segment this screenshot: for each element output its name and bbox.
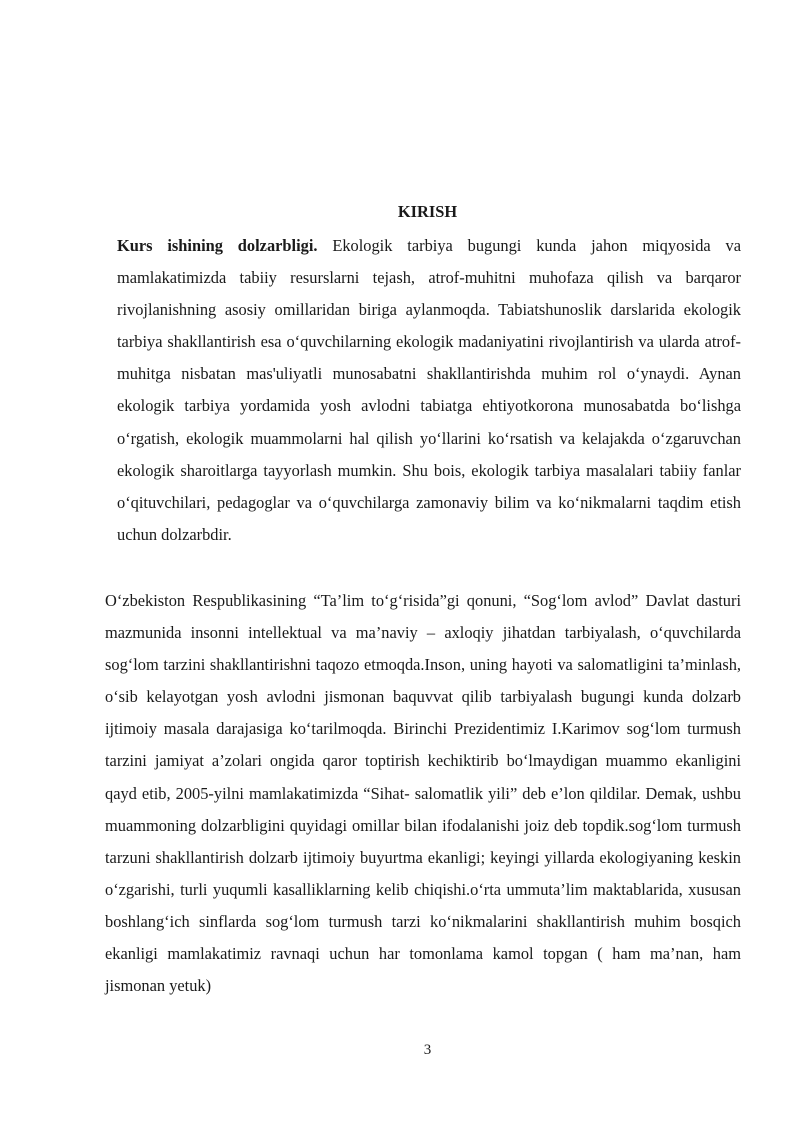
paragraph-relevance xyxy=(117,230,741,551)
page-number: 3 xyxy=(423,1042,432,1058)
paragraph-legislation: O‘zbekiston Respublikasining “Ta’lim to‘g‘risida”gi qonuni, “Sog‘lom avlod” Davlat dasturi mazmunida insonni intellektual va ma’naviy – axloqiy jihatdan tarbiyalash, o‘quvchilarda sog‘lom tarzini shakllantirishni taqozo etmoqda.Inson, uning hayoti va salomatligini ta’minlash, o‘sib kelayotgan yosh avlodni jismonan baquvvat qilib tarbiyalash bugungi kunda dolzarb ijtimoiy masala darajasiga ko‘tarilmoqda. Birinchi Prezidentimiz I.Karimov sog‘lom turmush tarzini jamiyat a’zolari ongida qaror toptirish kechiktirib bo‘lmaydigan muammo ekanligini qayd etib, 2005-yilni mamlakatimizda “Sihat- salomatlik yili” deb e’lon qildilar. Demak, ushbu muammoning dolzarbligini quyidagi omillar bilan ifodalanishi joiz deb topdik.sog‘lom turmush tarzuni shakllantirish dolzarb ijtimoiy buyurtma ekanligi; keyingi yillarda ekologiyaning keskin o‘zgarishi, turli yuqumli kasalliklarning kelib chiqishi.o‘rta ummuta’lim maktablarida, xususan boshlang‘ich sinflarda sog‘lom turmush tarzi ko‘nikmalarini shakllantirish muhim bosqich ekanligi mamlakatimiz ravnaqi uchun har tomonlama kamol topgan ( ham ma’nan, ham jismonan yetuk) xyxy=(105,591,741,996)
paragraph-lead: Kurs ishining dolzarbligi. xyxy=(117,236,318,255)
paragraph-body: Ekologik tarbiya bugungi kunda jahon miqyosida va mamlakatimizda tabiiy resurslarni tejash, atrof-muhitni muhofaza qilish va barqaror rivojlanishning asosiy omillaridan biriga aylanmoqda. Tabiatshunoslik darslarida ekologik tarbiya shakllantirish esa o‘quvchilarning ekologik madaniyatini rivojlantirish va ularda atrof-muhitga nisbatan mas'uliyatli munosabatni shakllantirishda muhim rol o‘ynaydi. Aynan ekologik tarbiya yordamida yosh avlodni tabiatga ehtiyotkorona munosabatda bo‘lishga o‘rgatish, ekologik muammolarni hal qilish yo‘llarini ko‘rsatish va kelajakda o‘zgaruvchan ekologik sharoitlarga tayyorlash mumkin. Shu bois, ekologik tarbiya masalalari tabiiy fanlar o‘qituvchilari, pedagoglar va o‘quvchilarga zamonaviy bilim va ko‘nikmalarni taqdim etish uchun dolzarbdir. xyxy=(117,236,741,544)
section-title: KIRISH xyxy=(397,202,458,221)
